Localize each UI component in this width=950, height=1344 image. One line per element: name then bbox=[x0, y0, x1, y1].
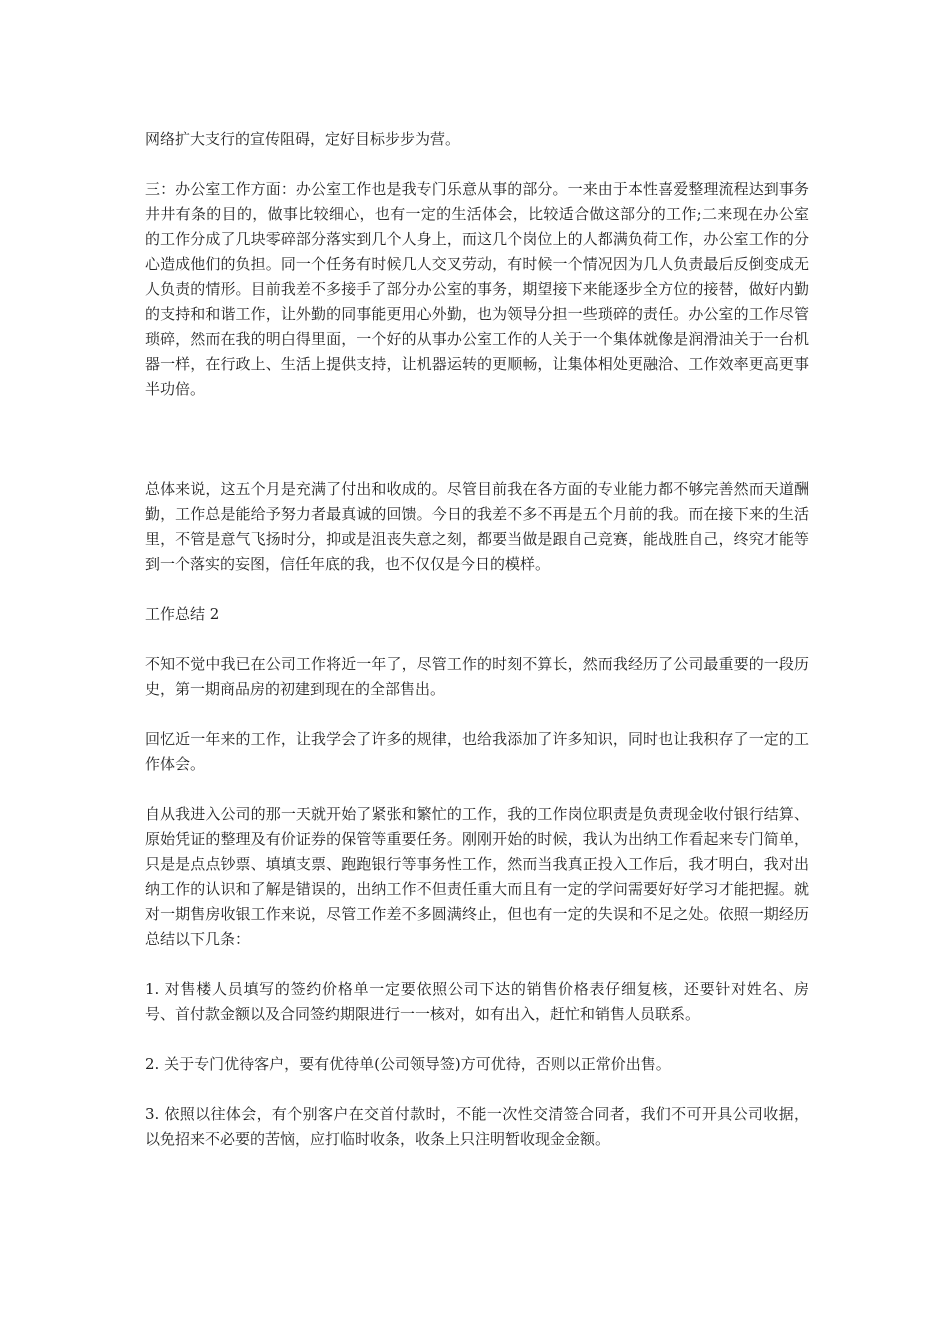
document-body bbox=[145, 127, 809, 1177]
blank-spacer bbox=[145, 427, 809, 477]
list-item-3: 3. 依照以往体会，有个别客户在交首付款时，不能一次性交清签合同者，我们不可开具公司收据，以免招来不必要的苦恼，应打临时收条，收条上只注明暂收现金金额。 bbox=[145, 1105, 809, 1148]
paragraph-promotion-goal: 网络扩大支行的宣传阻碍，定好目标步步为营。 bbox=[145, 130, 461, 148]
list-item-1: 1. 对售楼人员填写的签约价格单一定要依照公司下达的销售价格表仔细复核，还要针对姓名、房号、首付款金额以及合同签约期限进行一一核对，如有出入，赶忙和销售人员联系。 bbox=[145, 980, 809, 1023]
paragraph-intro-one-year: 不知不觉中我已在公司工作将近一年了，尽管工作的时刻不算长，然而我经历了公司最重要的一段历史，第一期商品房的初建到现在的全部售出。 bbox=[145, 655, 809, 698]
paragraph-cashier-duties: 自从我进入公司的那一天就开始了紧张和繁忙的工作，我的工作岗位职责是负责现金收付银行结算、原始凭证的整理及有价证券的保管等重要任务。刚刚开始的时候，我认为出纳工作看起来专门简单，只是是点点钞票、填填支票、跑跑银行等事务性工作，然而当我真正投入工作后，我才明白，我对出纳工作的认识和了解是错误的，出纳工作不但责任重大而且有一定的学问需要好好学习才能把握。就对一期售房收银工作来说，尽管工作差不多圆满终止，但也有一定的失误和不足之处。依照一期经历总结以下几条： bbox=[145, 805, 809, 948]
paragraph-office-work: 三：办公室工作方面：办公室工作也是我专门乐意从事的部分。一来由于本性喜爱整理流程达到事务井井有条的目的，做事比较细心，也有一定的生活体会，比较适合做这部分的工作;二来现在办公室的工作分成了几块零碎部分落实到几个人身上，而这几个岗位上的人都满负荷工作，办公室工作的分心造成他们的负担。同一个任务有时候几人交叉劳动，有时候一个情况因为几人负责最后反倒变成无人负责的情形。目前我差不多接手了部分办公室的事务，期望接下来能逐步全方位的接替，做好内勤的支持和和谐工作，让外勤的同事能更用心外勤，也为领导分担一些琐碎的责任。办公室的工作尽管琐碎，然而在我的明白得里面，一个好的从事办公室工作的人关于一个集体就像是润滑油关于一台机器一样，在行政上、生活上提供支持，让机器运转的更顺畅，让集体相处更融洽、工作效率更高更事半功倍。 bbox=[145, 180, 809, 398]
list-item-2: 2. 关于专门优待客户，要有优待单(公司领导签)方可优待，否则以正常价出售。 bbox=[145, 1055, 671, 1073]
paragraph-overall-summary: 总体来说，这五个月是充满了付出和收成的。尽管目前我在各方面的专业能力都不够完善然而天道酬勤，工作总是能给予努力者最真诚的回馈。今日的我差不多不再是五个月前的我。而在接下来的生活里，不管是意气飞扬时分，抑或是沮丧失意之刻，都要当做是跟自己竞赛，能战胜自己，终究才能等到一个落实的妄图，信任年底的我，也不仅仅是今日的模样。 bbox=[145, 480, 809, 573]
paragraph-recall-work: 回忆近一年来的工作，让我学会了许多的规律，也给我添加了许多知识，同时也让我积存了一定的工作体会。 bbox=[145, 730, 809, 773]
section-heading-summary-2: 工作总结 2 bbox=[145, 605, 220, 623]
